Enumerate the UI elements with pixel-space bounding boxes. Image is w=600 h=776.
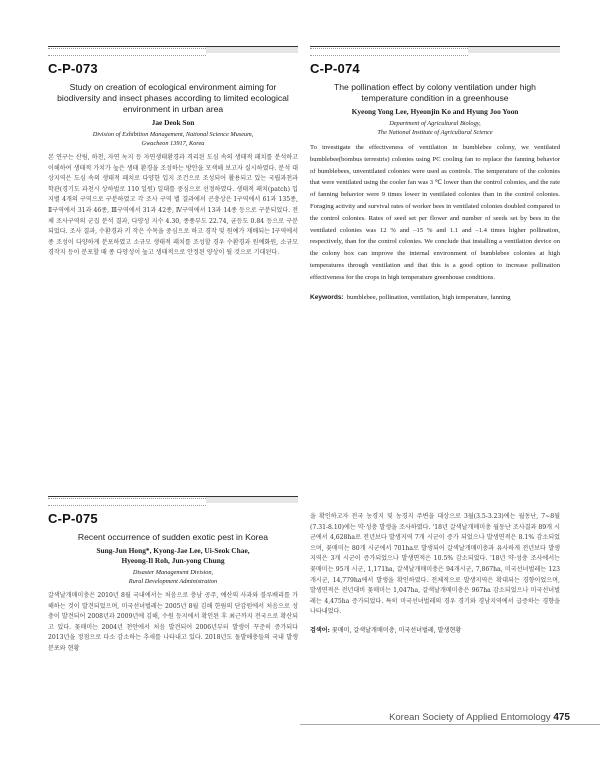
page-number: 475 <box>553 712 570 723</box>
abstract-title: The pollination effect by colony ventilation under high temperature condition in a greenhouse <box>334 82 536 103</box>
abstract-code: C-P-074 <box>310 61 360 76</box>
section-header-bar <box>310 46 560 56</box>
keywords-text: 꽃매미, 갈색날개매미충, 미국선녀벌레, 발생현황 <box>331 626 462 634</box>
keywords-text: bumblebee, pollination, ventilation, high temperature, fanning <box>346 293 511 301</box>
keywords-label: 검색어: <box>310 626 330 634</box>
abstract-c-p-075 <box>48 496 298 655</box>
footer-rule <box>300 724 600 725</box>
affiliation-line: The National Institute of Agricultural Science <box>377 129 493 136</box>
abstract-authors: Jae Deok Son <box>151 118 195 127</box>
abstract-title: Recent occurrence of sudden exotic pest in Korea <box>77 532 269 542</box>
abstract-affiliation <box>310 119 560 137</box>
section-header-bar <box>48 496 298 506</box>
abstract-keywords <box>310 626 560 636</box>
abstract-c-p-074 <box>310 46 560 303</box>
abstract-body-part-2: 을 확인하고자 전국 농경지 및 농경지 주변을 대상으로 3월(3.5-3.23)에는 월동난, 7~8월(7.31-8.10)에는 약·성충 발생을 조사하였다. '18년 갈색날개매미충 월동난 조사결과 89개 시군에서 4,628ha로 전년보다 발생지역 7개 시군이 증가 되었으나 발생면적은 8.1% 감소되었으며, 꽃매미는 80개 시군에서 701ha로 발생되어 갈색날개매미충과 유사하게 전년보다 발생지역은 3개 시군이 증가되었으나 발생면적은 10.5% 감소되었다. '18년 약·성충 조사에서는 꽃매미는 95개 시군, 1,171ha, 갈색날개매미충은 94개시군, 7,867ha, 미국선녀벌레는 123개시군, 14,779ha에서 발생을 확인하였다. 전체적으로 발생지역은 확대되는 경향이었으며, 발생면적은 전년대비 꽃매미는 1,047ha, 갈색날개매미충은 967ha 감소되었으나 미국선녀벌레는 4,475ha 증가되었다. 특히 미국선녀벌레의 경우 경기와 경남지역에서 급증하는 경향을 나타내었다. <box>310 513 560 616</box>
abstract-body: To investigate the effectiveness of ventilation in bumblebee colony, we ventilated bumblebee(bombus terrestris) colonies using PC cooling fan to replace the fanning behavior of bumblebees, unventilated colonies were used as controls. The temperature of the colonies that were ventilated using the cooler fan was 3 ℃ lower than the control colonies, and the rate of fanning behavior were 9 times lower in ventilated colonies than in the control colonies. Foraging activity and survival rates of worker bees in ventilated colonies doubled compared to the control colonies. Rates of seed set per flower and number of seeds set by bees in the ventilated colonies was 12 % and –15 % and 1.1 and –1.4 times higher pollination, respectively, than for the control colonies. We conclude that installing a ventilation device on the colony box can improve the internal environment of bumblebee colonies at high temperatures through ventilation and that this is a good option to increase pollination effectiveness for the crops in high temperature greenhouse conditions. <box>310 144 560 281</box>
page-footer <box>360 712 570 723</box>
abstract-body-part-1: 갈색날개매미충은 2010년 8월 국내에서는 처음으로 충남 공주, 예산의 사과와 블루베리를 가해하는 것이 발견되었으며, 미국선녀벌레는 2005년 8월 김해 한림의 단감원에서 처음으로 성충이 발견되어 2008년과 2009년에 김해, 수원 등지에서 확인된 후 최근까지 전국으로 확산되고 있다. 꽃매미는 2004년 천안에서 처음 발견되어 2006년부터 발생이 꾸준히 증가되다 2013년을 정점으로 다소 감소하는 추세를 나타내고 있다. 2018년도 돌발해충들의 국내 발생분포와 현황 <box>48 592 298 652</box>
abstract-c-p-073 <box>48 46 298 259</box>
abstract-body: 본 연구는 산림, 하천, 자연 녹지 등 자연생태환경과 격리된 도심 속의 생태적 패치를 분석하고 이해하여 생태적 가치가 높은 생태 환경을 조성하는 방안을 모색해 보고자 실시하였다. 분석 대상지역은 도심 속의 생태적 패치로 다양한 입지 조건으로 조성되어 활용되고 있는 국립과천과학관(경기도 과천시 상하벌로 110 일원) 일대를 중심으로 선정하였다. 생태적 패치(patch) 입지별 4개의 구역으로 구분하였고 각 조사 구역 별 결과에서 곤충상은 Ⅰ구역에서 61과 135종, Ⅱ구역에서 31과 46종, Ⅲ구역에서 31과 42종, Ⅳ구역에서 13과 14종 등으로 구분되었다. 전체 조사구역의 군집 분석 결과, 다양성 지수 4.30, 종풍부도 22.74, 균등도 0.84 등으로 구분되었다. 조사 결과, 수환경과 키 작은 수목을 중심으로 하고 경작 및 원예가 재배되는 Ⅰ구역에서 종 조성이 다양하게 분포하였고 소규모 생태적 패치를 조성할 경우 수환경과 원예화원, 소규모 경작지 등이 분포할 때 종 다양성이 높고 생태적으로 안정된 양상이 될 것으로 기대된다. <box>48 154 298 257</box>
affiliation-line: Rural Development Administration <box>128 578 218 585</box>
affiliation-line: Department of Agricultural Biology, <box>389 120 481 127</box>
abstract-authors: Kyeong Yong Lee, Hyeonjin Ko and Hyung Joo Yoon <box>351 107 519 116</box>
affiliation-line: Gwacheon 13917, Korea <box>141 140 205 147</box>
abstract-title: Study on creation of ecological environment aiming for biodiversity and insect phases according to limited ecological environment in urban area <box>57 82 289 114</box>
abstract-code: C-P-073 <box>48 61 98 76</box>
abstract-affiliation <box>48 130 298 148</box>
abstract-c-p-075-continued <box>310 512 560 636</box>
abstract-affiliation <box>48 568 298 586</box>
abstract-keywords <box>310 292 560 303</box>
abstract-authors <box>48 546 298 566</box>
abstract-code: C-P-075 <box>48 511 98 526</box>
section-header-bar <box>48 46 298 56</box>
authors-line: Sung-Jun Hong*, Kyong-Jae Lee, Ui-Seok Chae, <box>96 546 250 555</box>
footer-society: Korean Society of Applied Entomology <box>389 712 551 723</box>
keywords-label: Keywords: <box>310 293 344 301</box>
affiliation-line: Disaster Management Division, <box>132 569 214 576</box>
affiliation-line: Division of Exhibition Management, National Science Museum, <box>92 131 254 138</box>
authors-line: Hyeong-Il Roh, Jun-yong Chung <box>121 556 225 565</box>
